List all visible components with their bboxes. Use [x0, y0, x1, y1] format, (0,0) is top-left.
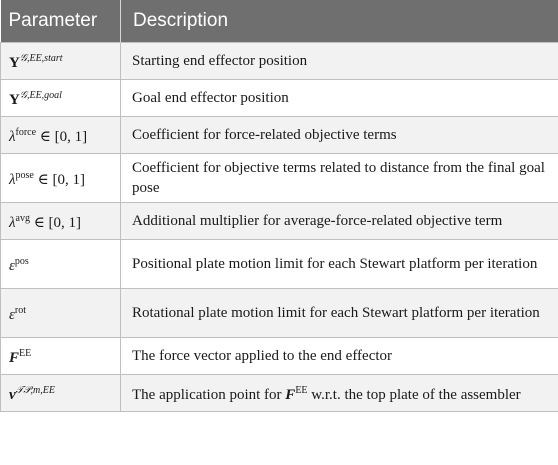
table-row: [1, 338, 558, 375]
symbol-main: v: [9, 387, 16, 403]
description-cell: [121, 375, 558, 412]
table-row: [1, 240, 558, 289]
table-row: [1, 117, 558, 154]
description-text: w.r.t. the top plate of the assembler: [307, 387, 521, 403]
symbol-range: ∈ [0, 1]: [33, 172, 85, 188]
table-row: [1, 154, 558, 203]
parameter-cell: [1, 43, 121, 80]
symbol-main: F: [9, 350, 20, 366]
description-cell: Coefficient for objective terms related to distance from the final goal pose: [121, 154, 558, 203]
description-text: The application point for: [132, 387, 286, 403]
header-parameter: Parameter: [1, 0, 121, 43]
symbol-superscript: 𝒢,EE,goal: [19, 90, 62, 101]
description-cell: Rotational plate motion limit for each Stewart platform per iteration: [121, 289, 558, 338]
parameter-cell: [1, 338, 121, 375]
symbol-superscript: rot: [14, 305, 27, 316]
description-cell: Goal end effector position: [121, 80, 558, 117]
symbol-superscript: pose: [15, 170, 34, 181]
parameter-cell: [1, 375, 121, 412]
symbol-main: λ: [9, 215, 16, 231]
description-cell: Coefficient for force-related objective terms: [121, 117, 558, 154]
parameter-cell: [1, 289, 121, 338]
symbol-main: Υ: [9, 55, 20, 71]
header-description: Description: [121, 0, 558, 43]
parameter-cell: [1, 203, 121, 240]
symbol-main: ε: [9, 307, 15, 323]
table-header-row: [1, 0, 558, 43]
description-cell: The force vector applied to the end effector: [121, 338, 558, 375]
table-row: [1, 203, 558, 240]
symbol-superscript: 𝒯𝒫,m,EE: [15, 385, 55, 396]
symbol-superscript: pos: [14, 256, 29, 267]
parameter-cell: [1, 117, 121, 154]
table-row: [1, 80, 558, 117]
symbol-superscript: avg: [15, 213, 30, 224]
symbol-superscript: 𝒢,EE,start: [19, 53, 63, 64]
symbol-superscript: EE: [19, 348, 32, 359]
symbol-range: ∈ [0, 1]: [36, 129, 88, 145]
symbol-superscript: force: [15, 127, 37, 138]
table-row: [1, 289, 558, 338]
table-row: [1, 375, 558, 412]
symbol-range: ∈ [0, 1]: [29, 215, 82, 231]
symbol-main: Υ: [9, 92, 20, 108]
parameter-cell: [1, 80, 121, 117]
symbol-main: λ: [9, 129, 16, 145]
symbol-main: λ: [9, 172, 16, 188]
table-row: [1, 43, 558, 80]
inline-symbol-superscript: EE: [295, 385, 308, 396]
description-cell: Additional multiplier for average-force-related objective term: [121, 203, 558, 240]
symbol-main: ε: [9, 258, 15, 274]
parameter-cell: [1, 154, 121, 203]
description-cell: Starting end effector position: [121, 43, 558, 80]
parameter-cell: [1, 240, 121, 289]
description-cell: Positional plate motion limit for each Stewart platform per iteration: [121, 240, 558, 289]
inline-symbol: F: [285, 387, 296, 403]
